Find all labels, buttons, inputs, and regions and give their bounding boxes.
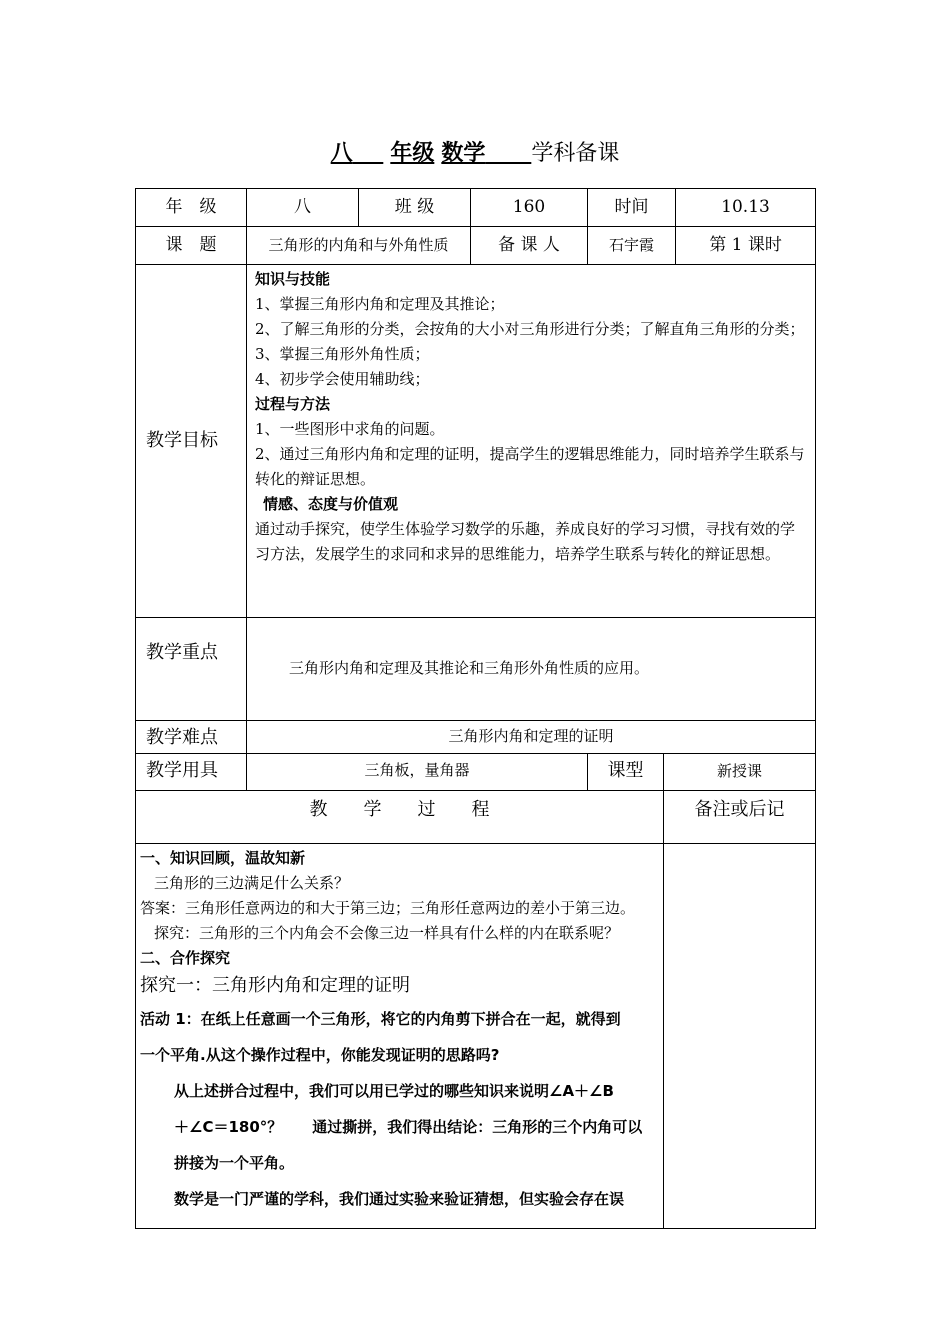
key-points-value: 三角形内角和定理及其推论和三角形外角性质的应用。 — [247, 618, 816, 721]
grade-label: 年 级 — [136, 189, 247, 227]
header-row-2 — [136, 227, 816, 265]
process-section-explore: 二、合作探究 — [140, 949, 231, 968]
lesson-plan-table — [135, 188, 816, 1229]
class-value: 160 — [471, 189, 588, 227]
preparer-value: 石宇霞 — [588, 227, 676, 265]
process-content — [136, 844, 664, 1229]
objectives-label: 教学目标 — [136, 265, 247, 618]
preparer-label: 备 课 人 — [471, 227, 588, 265]
objective-item: 1、一些图形中求角的问题。 — [255, 420, 445, 438]
objectives-content — [247, 265, 816, 618]
class-label: 班 级 — [359, 189, 471, 227]
activity-text: 活动 1：在纸上任意画一个三角形，将它的内角剪下拼合在一起，就得到 — [140, 1010, 621, 1029]
explore-heading: 探究一：三角形内角和定理的证明 — [140, 975, 410, 997]
time-value: 10.13 — [676, 189, 816, 227]
tools-value: 三角板，量角器 — [247, 754, 588, 791]
objective-section-knowledge: 知识与技能 — [255, 270, 331, 288]
objective-section-process: 过程与方法 — [255, 395, 331, 413]
process-row — [136, 844, 816, 1229]
page-title — [0, 136, 950, 167]
key-points-label: 教学重点 — [136, 618, 247, 721]
topic-value: 三角形的内角和与外角性质 — [247, 227, 471, 265]
objective-section-attitude: 情感、态度与价值观 — [263, 495, 399, 513]
objective-item: 2、通过三角形内角和定理的证明，提高学生的逻辑思维能力，同时培养学生联系与转化的辩证思想。 — [255, 445, 805, 488]
topic-label: 课 题 — [136, 227, 247, 265]
activity-text: 一个平角.从这个操作过程中，你能发现证明的思路吗? — [140, 1046, 500, 1065]
process-header-row — [136, 791, 816, 844]
difficulty-label: 教学难点 — [136, 721, 247, 754]
process-paragraph: ＋∠C＝180°？ 通过撕拼，我们得出结论：三角形的三个内角可以 — [174, 1118, 643, 1137]
process-paragraph: 数学是一门严谨的学科，我们通过实验来验证猜想，但实验会存在误 — [174, 1190, 625, 1209]
process-question: 三角形的三边满足什么关系？ — [154, 874, 350, 893]
process-label: 教 学 过 程 — [136, 791, 664, 844]
key-points-row — [136, 618, 816, 721]
objectives-row — [136, 265, 816, 618]
period-value: 第 1 课时 — [676, 227, 816, 265]
objective-item: 通过动手探究，使学生体验学习数学的乐趣，养成良好的学习习惯，寻找有效的学习方法，发展学生的求同和求异的思维能力，培养学生联系与转化的辩证思想。 — [255, 520, 796, 563]
tools-row — [136, 754, 816, 791]
process-answer: 答案：三角形任意两边的和大于第三边；三角形任意两边的差小于第三边。 — [140, 899, 636, 918]
objective-item: 2、了解三角形的分类，会按角的大小对三角形进行分类；了解直角三角形的分类； — [255, 320, 805, 338]
grade-value: 八 — [247, 189, 359, 227]
title-grade: 八 — [330, 141, 353, 166]
title-suffix: 学科备课 — [531, 141, 620, 166]
process-question: 探究：三角形的三个内角会不会像三边一样具有什么样的内在联系呢？ — [154, 924, 620, 943]
objective-item: 4、初步学会使用辅助线； — [255, 370, 430, 388]
process-section-review: 一、知识回顾，温故知新 — [140, 849, 306, 868]
lesson-type-label: 课型 — [588, 754, 664, 791]
notes-content — [664, 844, 816, 1229]
process-paragraph: 拼接为一个平角。 — [174, 1154, 295, 1173]
header-row-1 — [136, 189, 816, 227]
lesson-type-value: 新授课 — [664, 754, 816, 791]
difficulty-row — [136, 721, 816, 754]
notes-label: 备注或后记 — [664, 791, 816, 844]
tools-label: 教学用具 — [136, 754, 247, 791]
process-paragraph: 从上述拼合过程中，我们可以用已学过的哪些知识来说明∠A＋∠B — [174, 1082, 614, 1101]
difficulty-value: 三角形内角和定理的证明 — [247, 721, 816, 754]
title-grade-word: 年级 — [390, 141, 435, 166]
time-label: 时间 — [588, 189, 676, 227]
title-subject: 数学 — [441, 141, 486, 166]
objective-item: 3、掌握三角形外角性质； — [255, 345, 430, 363]
objective-item: 1、掌握三角形内角和定理及其推论； — [255, 295, 505, 313]
